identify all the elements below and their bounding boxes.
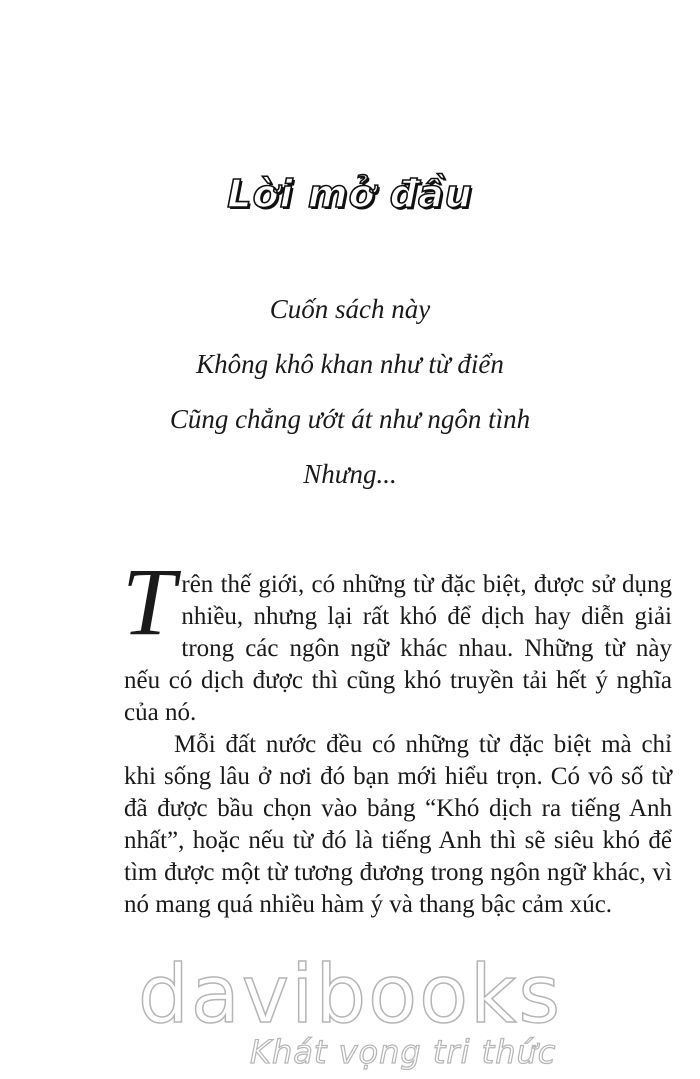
paragraph-2: Mỗi đất nước đều có những từ đặc biệt mà chỉ khi sống lâu ở nơi đó bạn mới hiểu trọn. Có vô số từ đã được bầu chọn vào bảng “Khó dịch ra tiếng Anh nhất”, hoặc nếu từ đó là tiếng Anh thì sẽ siêu khó để tìm được một từ tương đương trong ngôn ngữ khác, vì nó mang quá nhiều hàm ý và thang bậc cảm xúc. bbox=[124, 731, 672, 918]
paragraph-1 bbox=[122, 548, 672, 729]
poem-line: Cuốn sách này bbox=[269, 294, 431, 324]
watermark-brand: davibooks bbox=[137, 948, 563, 1041]
poem-line: Nhưng... bbox=[303, 459, 397, 489]
watermark-slogan: Khát vọng tri thức bbox=[250, 1033, 557, 1071]
paragraph-1-text: rên thế giới, có những từ đặc biệt, được sử dụng nhiều, nhưng lại rất khó để dịch hay diễn giải trong các ngôn ngữ khác nhau. Những từ này nếu có dịch được thì cũng khó truyền tải hết ý nghĩa của nó. bbox=[124, 571, 672, 726]
poem-line: Không khô khan như từ điển bbox=[196, 349, 504, 379]
poem-line: Cũng chẳng ướt át như ngôn tình bbox=[169, 404, 531, 434]
drop-cap: T bbox=[122, 548, 176, 655]
body-text bbox=[122, 548, 672, 921]
chapter-title: Lời mở đầu bbox=[227, 172, 473, 216]
epigraph-poem bbox=[0, 284, 700, 504]
